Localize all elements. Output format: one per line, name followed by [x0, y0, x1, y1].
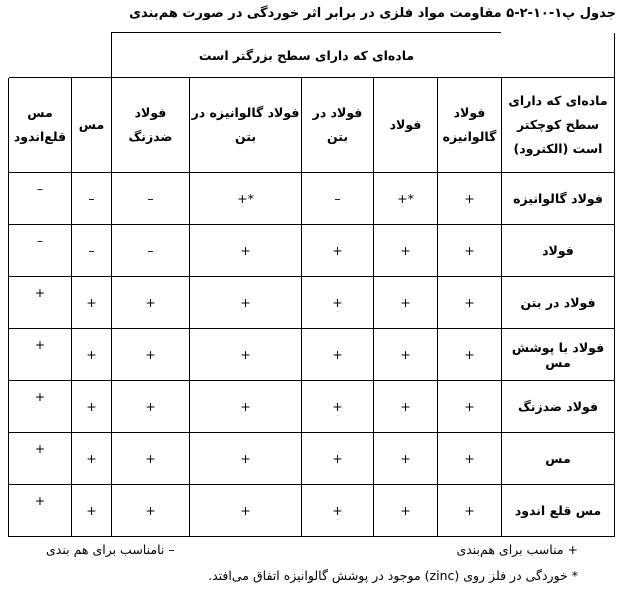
col-header: فولاد گالوانیزه: [438, 78, 502, 173]
table-cell: +: [374, 433, 438, 485]
table-cell: +: [9, 329, 72, 381]
galvanic-compatibility-table: [8, 32, 615, 537]
row-label: مس: [502, 433, 615, 485]
table-cell: +: [438, 173, 502, 225]
table-cell: +: [438, 381, 502, 433]
row-label: فولاد در بتن: [502, 277, 615, 329]
table-cell: –: [9, 173, 72, 225]
table-cell: +: [374, 225, 438, 277]
corner-header: ماده‌ای که دارای سطح کوچکتر است (الکترود): [502, 78, 615, 173]
table-cell: +: [302, 277, 374, 329]
table-cell: +: [190, 433, 302, 485]
col-header: مس قلع‌اندود: [9, 78, 72, 173]
table-cell: +: [302, 329, 374, 381]
table-cell: +: [438, 277, 502, 329]
table-cell: +: [190, 329, 302, 381]
col-header: فولاد گالوانیزه در بتن: [190, 78, 302, 173]
row-label: فولاد: [502, 225, 615, 277]
table-cell: +: [9, 485, 72, 537]
table-cell: –: [72, 173, 112, 225]
table-cell: +: [112, 485, 190, 537]
table-row: [9, 277, 615, 329]
table-row: [9, 225, 615, 277]
table-cell: +: [374, 277, 438, 329]
table-row: [9, 433, 615, 485]
table-cell: +: [438, 225, 502, 277]
top-blank: [9, 33, 112, 78]
table-cell: +: [302, 381, 374, 433]
table-row: [9, 329, 615, 381]
table-cell: +: [438, 329, 502, 381]
table-cell: +: [302, 433, 374, 485]
col-header: فولاد در بتن: [302, 78, 374, 173]
table-cell: +: [190, 485, 302, 537]
table-cell: +: [9, 381, 72, 433]
legend-star: * خوردگی در فلز روی (zinc) موجود در پوشش گالوانیزه اتفاق می‌افتد.: [208, 568, 578, 583]
table-cell: +: [112, 329, 190, 381]
table-cell: +: [438, 433, 502, 485]
table-row: [9, 485, 615, 537]
col-header: مس: [72, 78, 112, 173]
col-header: فولاد ضدزنگ: [112, 78, 190, 173]
table-cell: +: [9, 277, 72, 329]
corner-blank: [502, 33, 615, 78]
table-cell: +: [438, 485, 502, 537]
legend-minus: – نامناسب برای هم بندی: [46, 542, 175, 557]
table-cell: +: [112, 381, 190, 433]
table-cell: +: [72, 381, 112, 433]
table-cell: +: [302, 485, 374, 537]
table-cell: –: [9, 225, 72, 277]
table-cell: –: [302, 173, 374, 225]
table-cell: +: [190, 381, 302, 433]
table-cell: –: [112, 173, 190, 225]
table-cell: +: [374, 381, 438, 433]
table-cell: *+: [374, 173, 438, 225]
table-row: [9, 381, 615, 433]
table-body: [9, 173, 615, 537]
row-label: فولاد ضدزنگ: [502, 381, 615, 433]
table-row: [9, 173, 615, 225]
table-cell: –: [112, 225, 190, 277]
table-cell: +: [112, 433, 190, 485]
table-cell: +: [72, 485, 112, 537]
table-cell: +: [302, 225, 374, 277]
table-cell: +: [374, 329, 438, 381]
table-cell: +: [72, 277, 112, 329]
table-cell: +: [72, 433, 112, 485]
table-cell: *+: [190, 173, 302, 225]
col-header: فولاد: [374, 78, 438, 173]
table-cell: +: [112, 277, 190, 329]
table-cell: –: [72, 225, 112, 277]
table-cell: +: [72, 329, 112, 381]
row-label: فولاد گالوانیزه: [502, 173, 615, 225]
legend-plus: + مناسب برای هم‌بندی: [456, 542, 578, 557]
row-label: مس قلع اندود: [502, 485, 615, 537]
table-cell: +: [190, 225, 302, 277]
table-title: جدول پ۱-۱۰-۲-۵ مقاومت مواد فلزی در برابر اثر خوردگی در صورت هم‌بندی: [129, 6, 616, 21]
table-cell: +: [374, 485, 438, 537]
row-label: فولاد با پوشش مس: [502, 329, 615, 381]
table-cell: +: [9, 433, 72, 485]
table-cell: +: [190, 277, 302, 329]
group-header: ماده‌ای که دارای سطح بزرگتر است: [112, 33, 502, 78]
